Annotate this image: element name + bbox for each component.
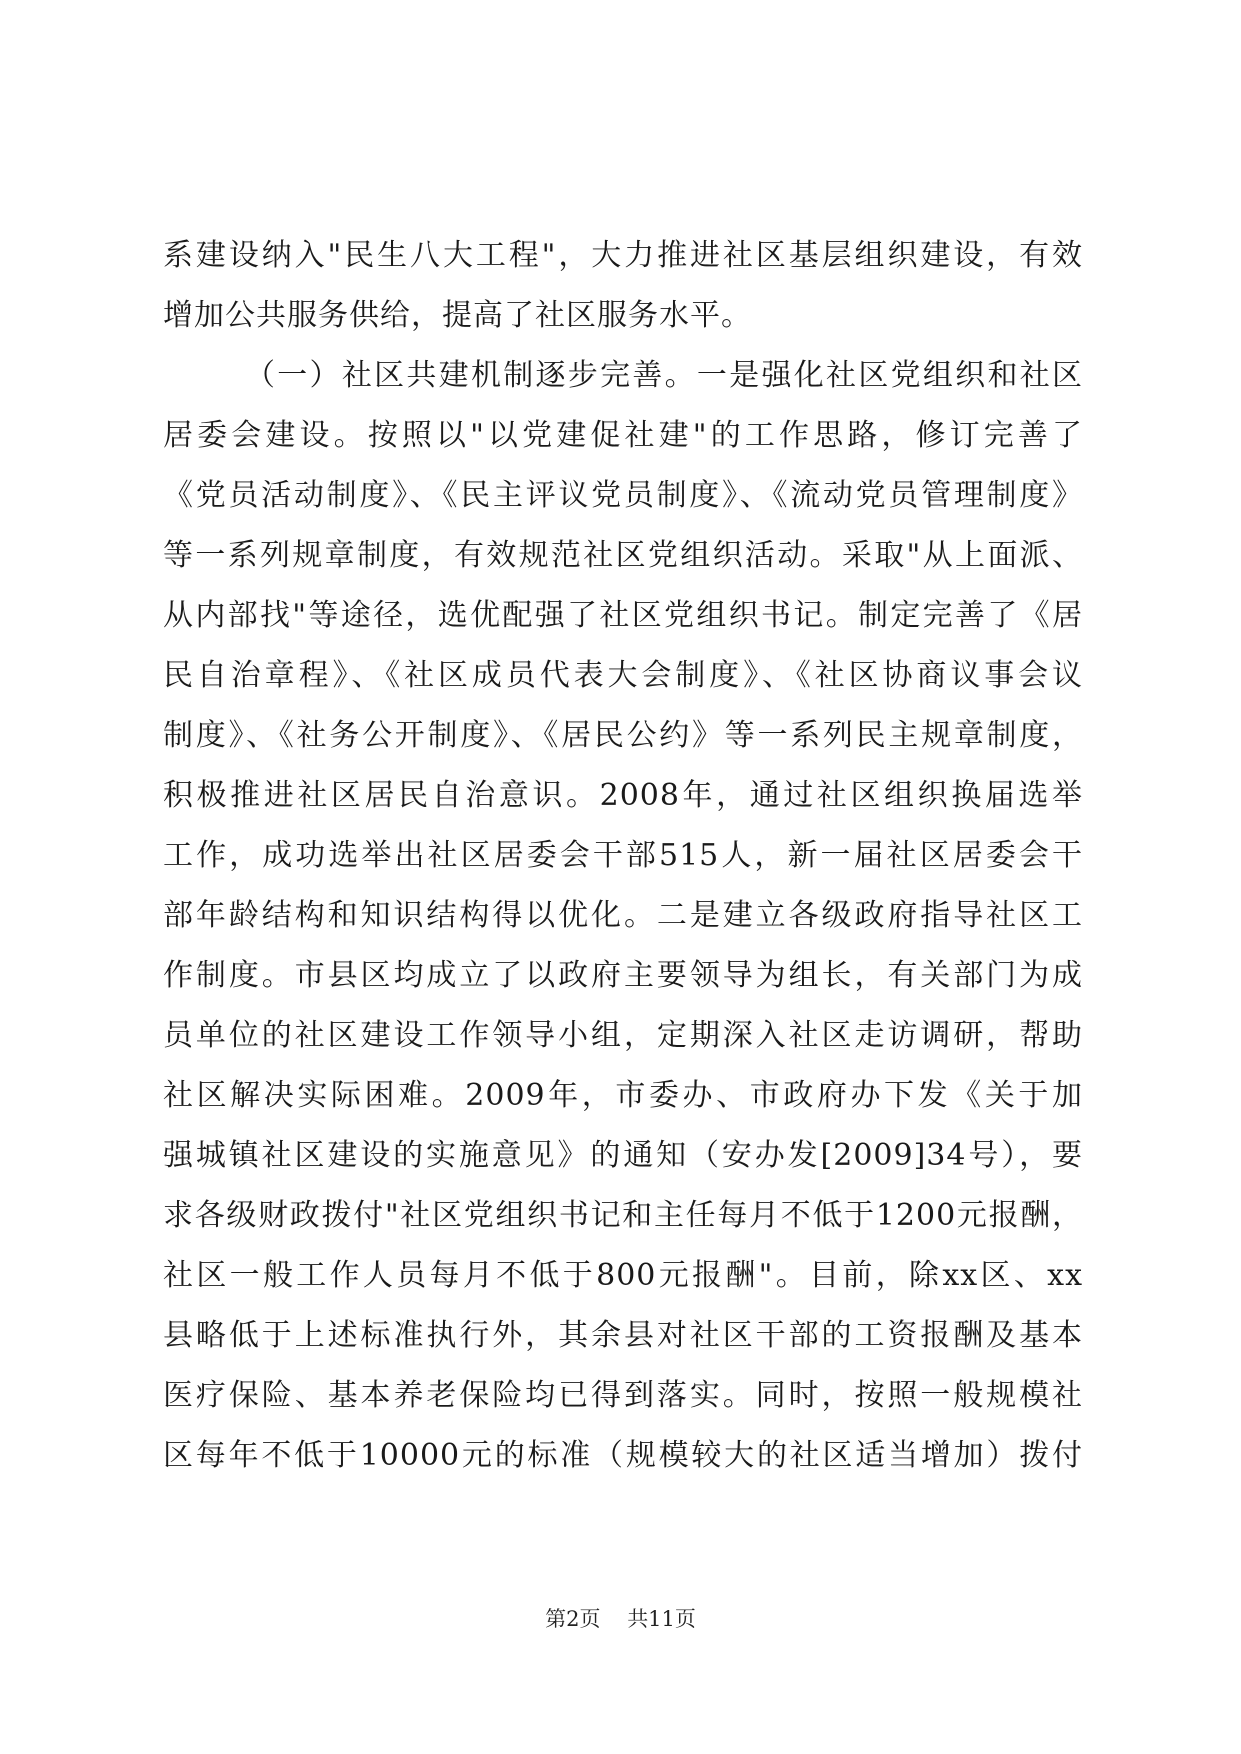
text-line: 员单位的社区建设工作领导小组，定期深入社区走访调研，帮助 [163, 1018, 1083, 1053]
page-footer [0, 1605, 1241, 1633]
text-line: 医疗保险、基本养老保险均已得到落实。同时，按照一般规模社 [163, 1378, 1083, 1413]
page-number: 第2页 [545, 1607, 601, 1631]
text-line: 强城镇社区建设的实施意见》的通知（安办发[2009]34号），要 [163, 1138, 1083, 1173]
text-line: 工作，成功选举出社区居委会干部515人，新一届社区居委会干 [163, 838, 1083, 873]
text-line: 积极推进社区居民自治意识。2008年，通过社区组织换届选举 [163, 778, 1083, 813]
text-line: 制度》、《社务公开制度》、《居民公约》等一系列民主规章制度， [163, 718, 1083, 753]
total-pages: 共11页 [627, 1607, 696, 1631]
text-line: 社区解决实际困难。2009年，市委办、市政府办下发《关于加 [163, 1078, 1083, 1113]
text-line: 系建设纳入"民生八大工程"，大力推进社区基层组织建设，有效 [163, 238, 1083, 273]
body-text [163, 226, 1083, 1486]
text-line: 区每年不低于10000元的标准（规模较大的社区适当增加）拨付 [163, 1438, 1083, 1473]
text-line: 《党员活动制度》、《民主评议党员制度》、《流动党员管理制度》 [163, 478, 1083, 513]
text-line: 部年龄结构和知识结构得以优化。二是建立各级政府指导社区工 [163, 898, 1083, 933]
paragraph-first-line: （一）社区共建机制逐步完善。一是强化社区党组织和社区 [245, 358, 1083, 393]
text-line: 等一系列规章制度，有效规范社区党组织活动。采取"从上面派、 [163, 538, 1083, 573]
text-line: 县略低于上述标准执行外，其余县对社区干部的工资报酬及基本 [163, 1318, 1083, 1353]
text-line: 增加公共服务供给，提高了社区服务水平。 [163, 298, 752, 333]
text-line: 求各级财政拨付"社区党组织书记和主任每月不低于1200元报酬， [163, 1198, 1083, 1233]
text-line: 居委会建设。按照以"以党建促社建"的工作思路，修订完善了 [163, 418, 1083, 453]
text-line: 社区一般工作人员每月不低于800元报酬"。目前，除xx区、xx [163, 1258, 1083, 1293]
text-line: 从内部找"等途径，选优配强了社区党组织书记。制定完善了《居 [163, 598, 1083, 633]
text-line: 作制度。市县区均成立了以政府主要领导为组长，有关部门为成 [163, 958, 1083, 993]
text-line: 民自治章程》、《社区成员代表大会制度》、《社区协商议事会议 [163, 658, 1083, 693]
